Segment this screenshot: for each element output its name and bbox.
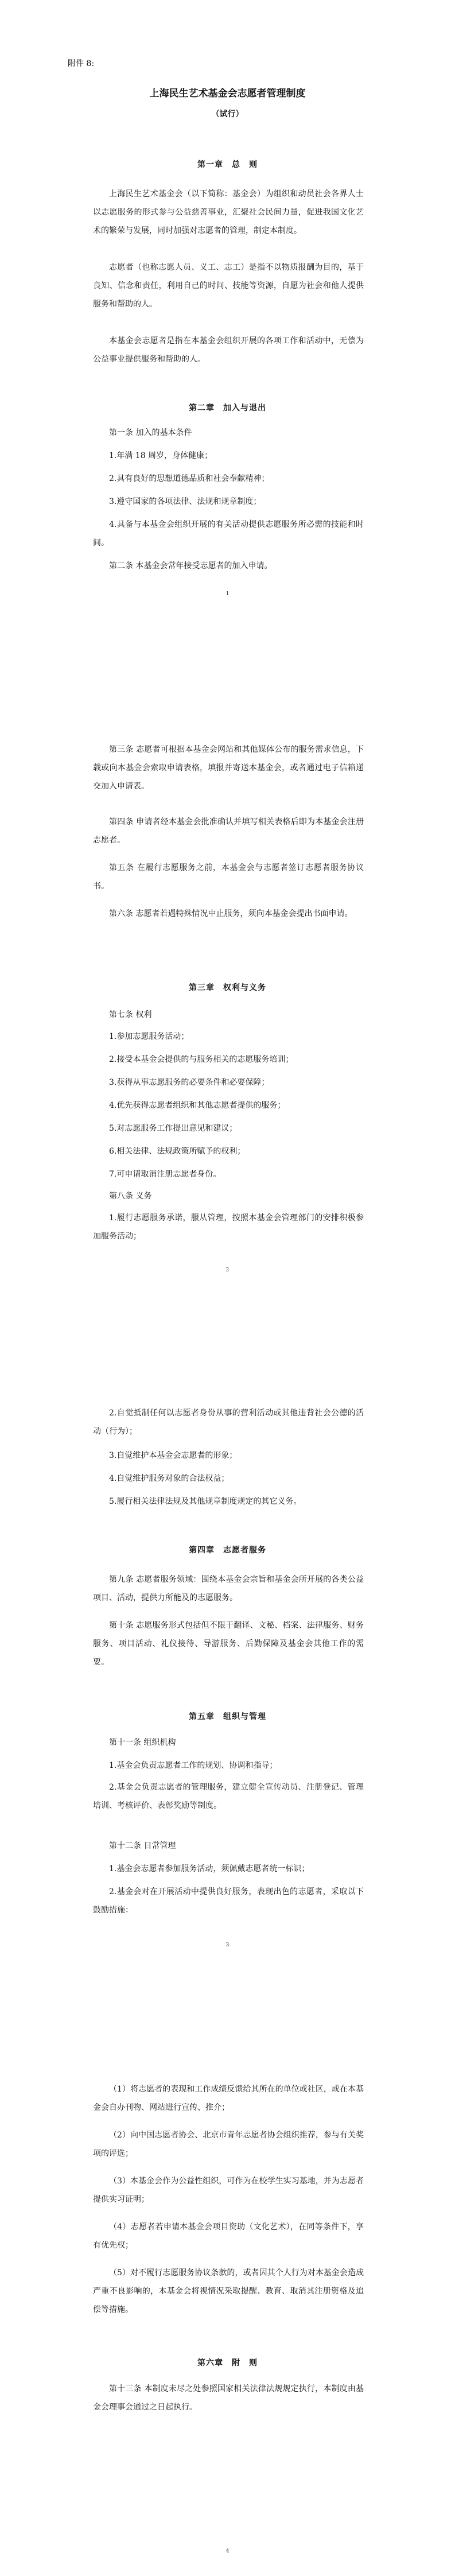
- right-item-2: 2.接受本基金会提供的与服务相关的志愿服务培训；: [109, 1055, 294, 1064]
- article-11-heading: 第十一条 组织机构: [109, 1738, 176, 1747]
- condition-item-1: 1.年满 18 周岁，身体健康；: [109, 451, 213, 460]
- article-8-heading: 第八条 义务: [109, 1192, 152, 1201]
- reward-item-5: （5）对不履行志愿服务协议条款的，或者因其个人行为对本基金会造成严重不良影响的，本基金会将视情况采取提醒、教育、取消其注册资格及追偿等措施。: [93, 2268, 364, 2314]
- page-number-1: 1: [225, 591, 230, 597]
- chapter-4-heading: 第四章 志愿者服务: [189, 1546, 266, 1555]
- page-number-3: 3: [225, 1942, 230, 1948]
- reward-item-3: （3）本基金会作为公益性组织，可作为在校学生实习基地，并为志愿者提供实习证明；: [93, 2177, 364, 2204]
- chapter-5-heading: 第五章 组织与管理: [189, 1712, 266, 1721]
- reward-item-1: （1）将志愿者的表现和工作成绩反馈给其所在的单位或社区，或在本基金会自办刊物、网站进行宣传、推介；: [93, 2085, 364, 2112]
- article-4: 第四条 申请者经本基金会批准确认并填写相关表格后即为本基金会注册志愿者。: [93, 817, 364, 845]
- article-10: 第十条 志愿服务形式包括但不限于翻译、文秘、档案、法律服务、财务服务、项目活动、礼仪接待、导游服务、后勤保障及基金会其他工作的需要。: [93, 1621, 364, 1667]
- reward-item-2: （2）向中国志愿者协会、北京市青年志愿者协会组织推荐，参与有关奖项的评选；: [93, 2131, 364, 2158]
- duty-item-1: 1.履行志愿服务承诺，服从管理，按照本基金会管理部门的安排积极参加服务活动；: [93, 1213, 364, 1241]
- reward-item-4: （4）志愿者若申请本基金会项目资助（文化艺术），在同等条件下，享有优先权；: [93, 2222, 364, 2250]
- chapter-1-paragraph-3: 本基金会志愿者是指在本基金会组织开展的各项工作和活动中，无偿为公益事业提供服务和帮助的人。: [93, 336, 364, 364]
- duty-item-3: 3.自觉维护本基金会志愿者的形象；: [109, 1451, 238, 1460]
- chapter-1-paragraph-1: 上海民生艺术基金会（以下简称：基金会）为组织和动员社会各界人士以志愿服务的形式参与公益慈善事业，汇聚社会民间力量，促进我国文化艺术的繁荣与发展，同时加强对志愿者的管理，制定本制度。: [93, 189, 364, 235]
- right-item-5: 5.对志愿服务工作提出意见和建议；: [109, 1124, 238, 1133]
- duty-item-2: 2.自觉抵制任何以志愿者身份从事的营利活动或其他违背社会公德的活动（行为）；: [93, 1409, 364, 1436]
- chapter-6-heading: 第六章 附 则: [197, 2358, 258, 2368]
- right-item-3: 3.获得从事志愿服务的必要条件和必要保障；: [109, 1078, 270, 1087]
- article-3: 第三条 志愿者可根据本基金会网站和其他媒体公布的服务需求信息，下载或向本基金会索取申请表格，填报并寄送本基金会，或者通过电子信箱递交加入申请表。: [93, 745, 364, 791]
- mgmt-item-1: 1.基金会志愿者参加服务活动，须佩戴志愿者统一标识；: [109, 1864, 310, 1873]
- chapter-1-heading: 第一章 总 则: [197, 160, 258, 169]
- article-5: 第五条 在履行志愿服务之前，本基金会与志愿者签订志愿者服务协议书。: [93, 863, 364, 891]
- page-number-4: 4: [225, 2548, 230, 2554]
- document-title: 上海民生艺术基金会志愿者管理制度: [149, 88, 306, 99]
- article-7-heading: 第七条 权利: [109, 1010, 152, 1019]
- mgmt-item-2: 2.基金会对在开展活动中提供良好服务，表现出色的志愿者，采取以下鼓励措施：: [93, 1887, 364, 1915]
- article-6: 第六条 志愿者若遇特殊情况中止服务，须向本基金会提出书面申请。: [109, 909, 353, 918]
- right-item-1: 1.参加志愿服务活动；: [109, 1032, 189, 1041]
- article-2: 第二条 本基金会常年接受志愿者的加入申请。: [109, 561, 273, 571]
- duty-item-5: 5.履行相关法律法规及其他规章制度规定的其它义务。: [109, 1497, 302, 1506]
- article-13: 第十三条 本制度未尽之处参照国家相关法律法规规定执行，本制度由基金会理事会通过之日起执行。: [93, 2384, 364, 2412]
- condition-item-4: 4.具备与本基金会组织开展的有关活动提供志愿服务所必需的技能和时间。: [93, 520, 364, 548]
- article-12-heading: 第十二条 日常管理: [109, 1841, 176, 1850]
- chapter-1-paragraph-2: 志愿者（也称志愿人员、义工、志工）是指不以物质报酬为目的，基于良知、信念和责任，利用自己的时间、技能等资源，自愿为社会和他人提供服务和帮助的人。: [93, 263, 364, 309]
- duty-item-4: 4.自觉维护服务对象的合法权益；: [109, 1474, 230, 1483]
- article-9: 第九条 志愿者服务领域：围绕本基金会宗旨和基金会所开展的各类公益项目、活动，提供力所能及的志愿服务。: [93, 1575, 364, 1603]
- chapter-2-heading: 第二章 加入与退出: [189, 404, 266, 413]
- right-item-6: 6.相关法律、法规政策所赋予的权利；: [109, 1147, 246, 1156]
- document-subtitle: （试行）: [211, 110, 244, 119]
- right-item-7: 7.可申请取消注册志愿者身份。: [109, 1170, 221, 1179]
- right-item-4: 4.优先获得志愿者组织和其他志愿者提供的服务；: [109, 1101, 286, 1110]
- org-item-1: 1.基金会负责志愿者工作的规划、协调和指导；: [109, 1761, 278, 1770]
- condition-item-3: 3.遵守国家的各项法律、法规和规章制度；: [109, 497, 262, 506]
- chapter-3-heading: 第三章 权利与义务: [189, 983, 266, 992]
- article-1-heading: 第一条 加入的基本条件: [109, 428, 192, 437]
- page-number-2: 2: [225, 1267, 230, 1273]
- condition-item-2: 2.具有良好的思想道德品质和社会奉献精神；: [109, 474, 270, 483]
- annex-label: 附件 8:: [68, 59, 95, 68]
- org-item-2: 2.基金会负责志愿者的管理服务，建立健全宣传动员、注册登记、管理培训、考核评价、表彰奖励等制度。: [93, 1783, 364, 1810]
